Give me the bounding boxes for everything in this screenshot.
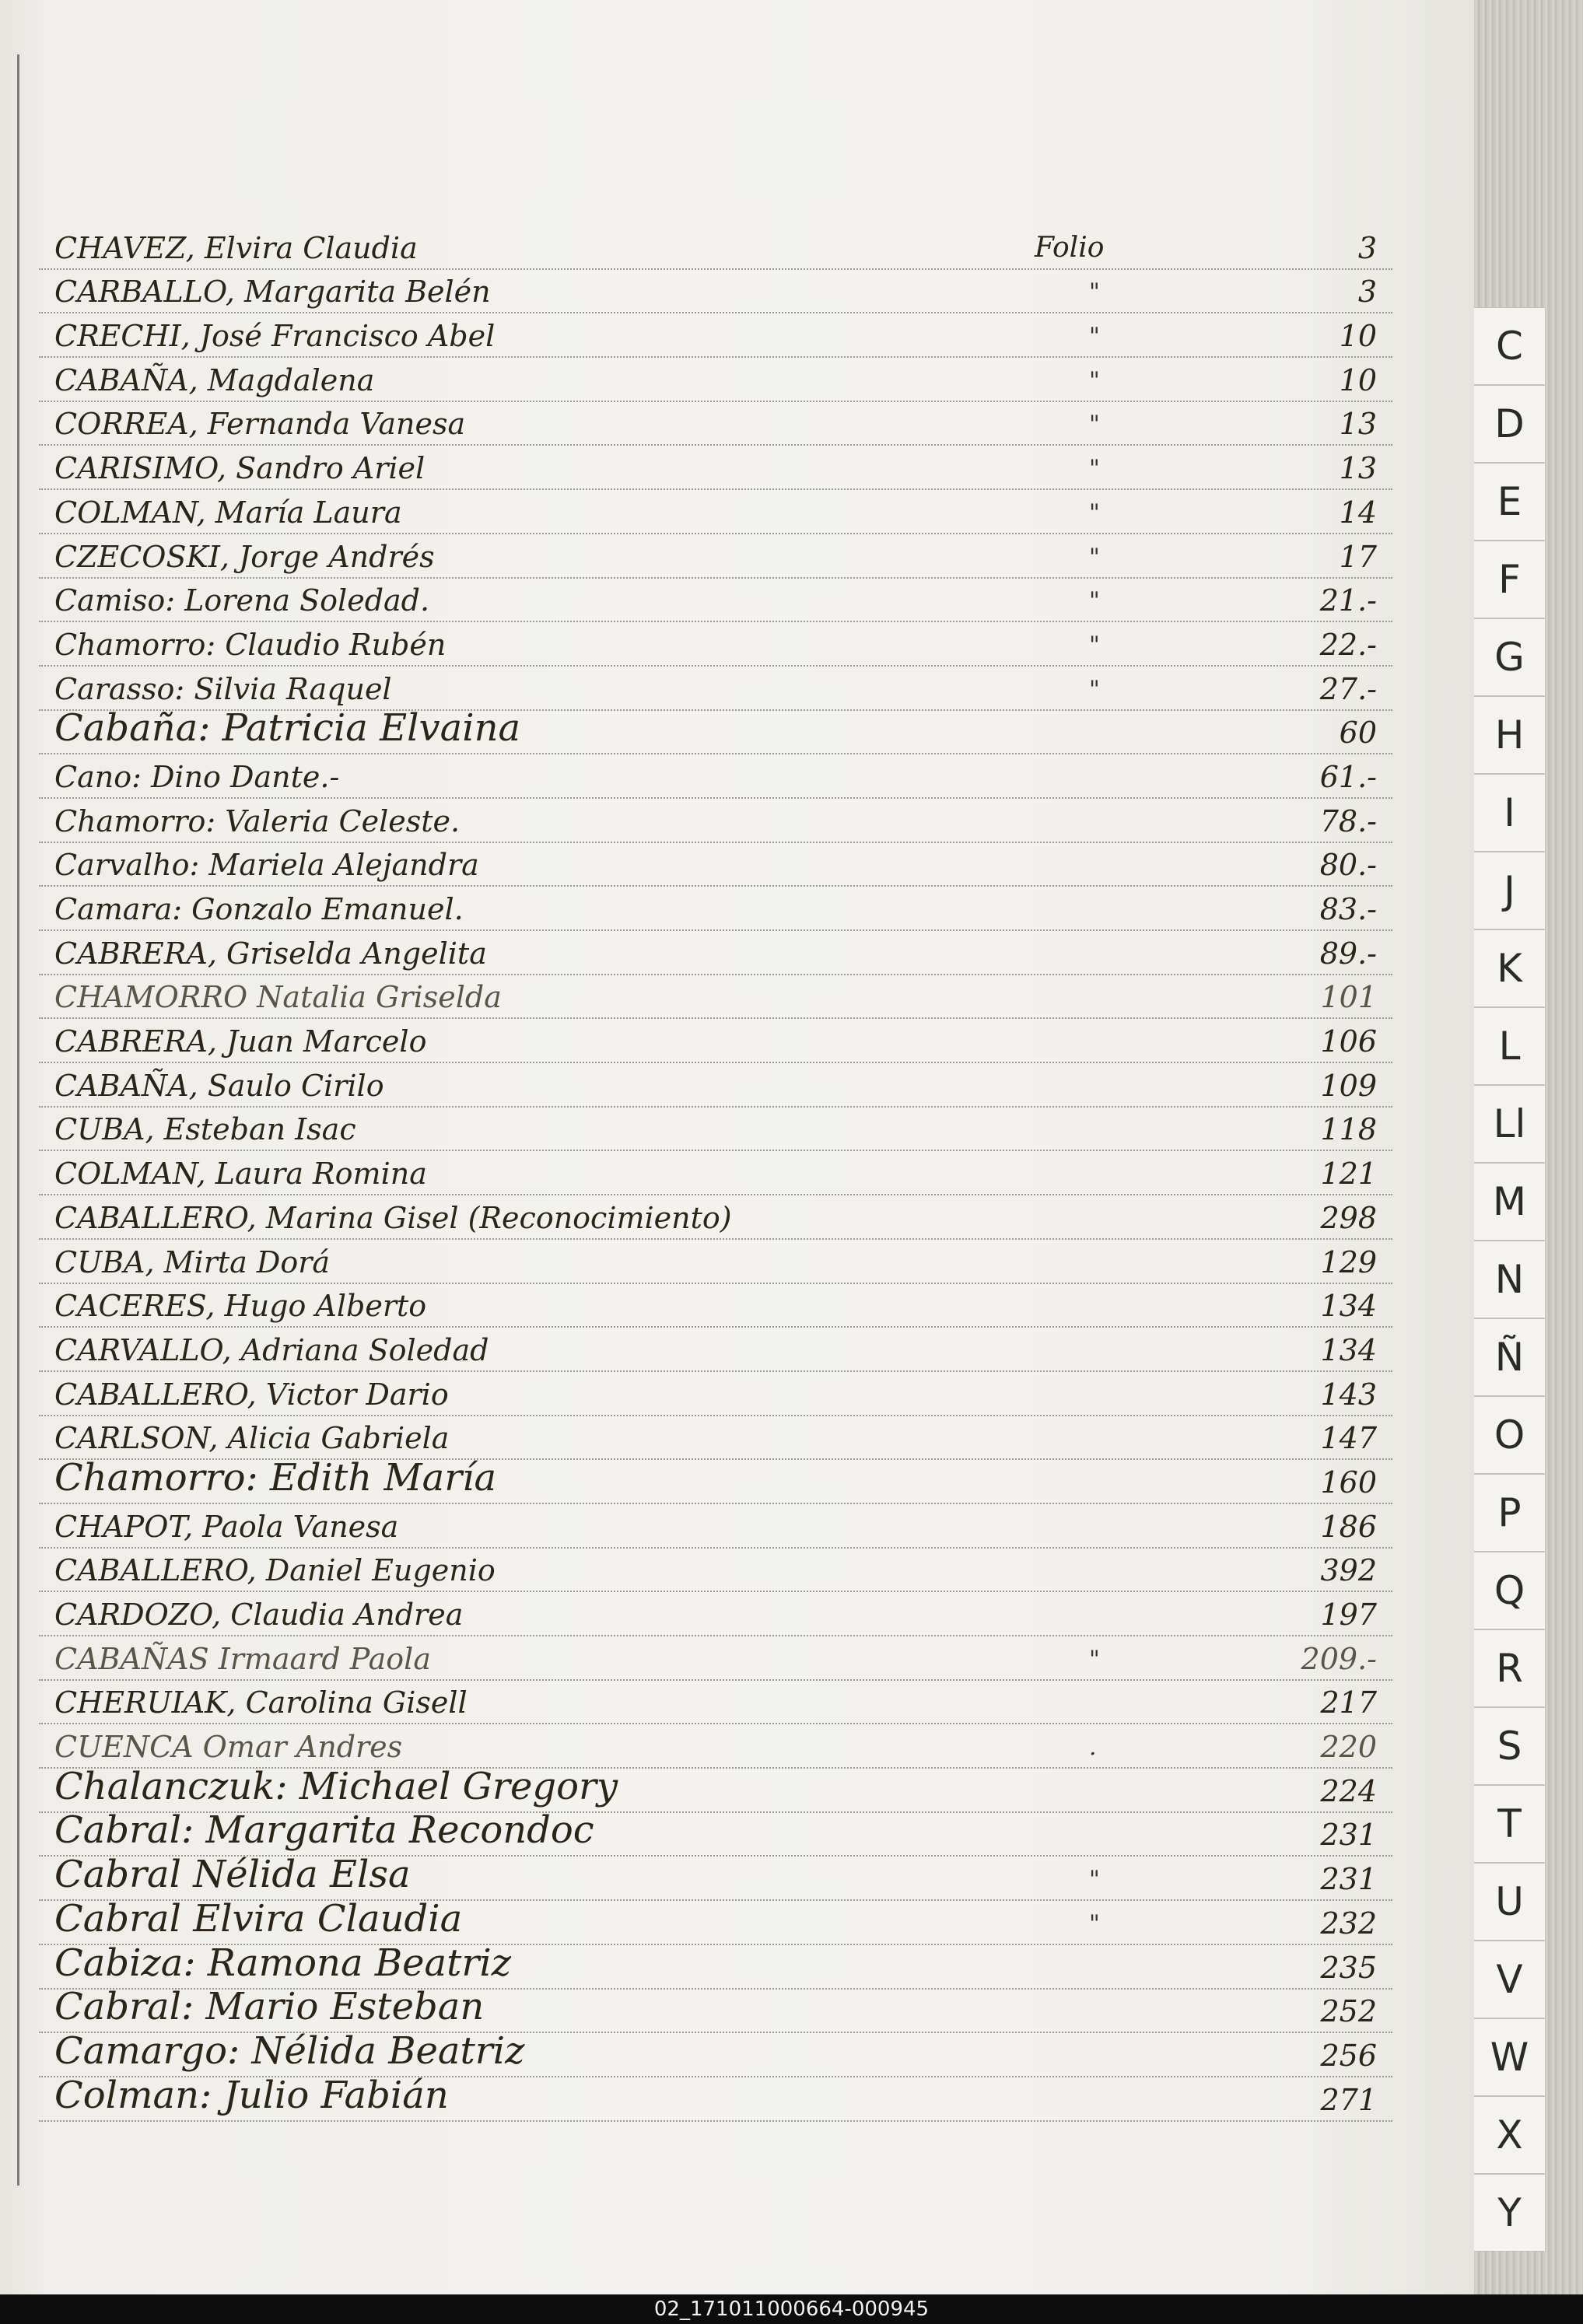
entry-name: Cabral: Margarita Recondoc <box>54 1808 594 1853</box>
index-tab[interactable]: Q <box>1474 1552 1546 1629</box>
ledger-row <box>39 843 1392 887</box>
ditto-mark: " <box>1089 675 1100 703</box>
entry-name: Carasso: Silvia Raquel <box>54 671 392 706</box>
entry-folio: 256 <box>1320 2038 1377 2073</box>
ledger-row <box>39 931 1392 975</box>
folio-column-header: Folio <box>1035 231 1105 264</box>
ledger-row <box>39 1195 1392 1240</box>
ledger-row <box>39 1416 1392 1461</box>
entry-name: Chamorro: Edith María <box>54 1455 497 1500</box>
entry-name: CABAÑA, Magdalena <box>54 362 375 397</box>
entry-name: Cano: Dino Dante.- <box>54 759 340 794</box>
index-tab[interactable]: S <box>1474 1707 1546 1785</box>
ledger-row <box>39 1592 1392 1636</box>
entry-name: CABRERA, Juan Marcelo <box>54 1024 427 1059</box>
ditto-mark: " <box>1089 631 1100 659</box>
index-tab[interactable]: H <box>1474 696 1546 774</box>
ditto-mark: " <box>1089 1866 1100 1894</box>
ledger-row <box>39 1063 1392 1108</box>
index-tab[interactable]: D <box>1474 385 1546 463</box>
ledger-row <box>39 754 1392 799</box>
ditto-mark: " <box>1089 278 1100 306</box>
entry-name: CUBA, Esteban Isac <box>54 1112 356 1147</box>
ledger-row <box>39 1504 1392 1549</box>
entry-name: CABAÑAS Irmaard Paola <box>54 1641 431 1676</box>
ditto-mark: " <box>1089 1645 1100 1673</box>
entry-folio: 10 <box>1339 319 1377 354</box>
entry-folio: 78.- <box>1319 803 1377 838</box>
ledger-row <box>39 1019 1392 1063</box>
index-tab[interactable]: L <box>1474 1007 1546 1085</box>
entry-folio: 83.- <box>1319 892 1377 926</box>
ledger-row <box>39 402 1392 446</box>
entry-folio: 220 <box>1320 1730 1377 1765</box>
ledger-row <box>39 1151 1392 1195</box>
entry-folio: 143 <box>1320 1377 1377 1412</box>
index-tab[interactable]: I <box>1474 774 1546 852</box>
entry-folio: 129 <box>1320 1244 1377 1279</box>
ledger-row <box>39 1240 1392 1284</box>
entry-folio: 21.- <box>1319 583 1377 618</box>
ledger-row <box>39 1108 1392 1152</box>
entry-folio: 14 <box>1339 495 1377 530</box>
ledger-row <box>39 1681 1392 1725</box>
entry-folio: 109 <box>1320 1068 1377 1103</box>
entry-folio: 197 <box>1320 1598 1377 1632</box>
entry-folio: 160 <box>1320 1465 1377 1500</box>
index-tab[interactable]: O <box>1474 1396 1546 1474</box>
ledger-row <box>39 799 1392 843</box>
entry-folio: 3 <box>1357 275 1377 310</box>
entry-name: CABALLERO, Daniel Eugenio <box>54 1553 496 1588</box>
ledger-row <box>39 2073 1392 2122</box>
ledger-row <box>39 270 1392 314</box>
entry-folio: 271 <box>1320 2082 1377 2117</box>
ledger-row <box>39 446 1392 490</box>
entry-name: Cabiza: Ramona Beatriz <box>54 1941 511 1985</box>
entry-name: CABALLERO, Victor Dario <box>54 1377 449 1412</box>
entry-name: CARLSON, Alicia Gabriela <box>54 1421 450 1456</box>
ledger-row <box>39 1372 1392 1416</box>
entry-name: CZECOSKI, Jorge Andrés <box>54 539 435 574</box>
entry-folio: 224 <box>1320 1773 1377 1808</box>
entry-folio: 392 <box>1320 1553 1377 1588</box>
ledger-row <box>39 1764 1392 1813</box>
entry-name: Cabaña: Patricia Elvaina <box>54 706 521 751</box>
entry-name: CARISIMO, Sandro Ariel <box>54 451 426 486</box>
ledger-row <box>39 975 1392 1020</box>
entry-folio: 22.- <box>1319 627 1377 662</box>
ledger-row <box>39 706 1392 755</box>
ledger-row <box>39 2028 1392 2077</box>
entry-name: CARDOZO, Claudia Andrea <box>54 1598 464 1632</box>
ledger-row <box>39 1985 1392 2034</box>
entry-name: CUENCA Omar Andres <box>54 1730 403 1765</box>
ledger-row <box>39 622 1392 667</box>
entry-name: CACERES, Hugo Alberto <box>54 1289 427 1324</box>
index-tab[interactable]: Y <box>1474 2174 1546 2252</box>
ditto-mark: " <box>1089 1909 1100 1937</box>
entry-folio: 106 <box>1320 1024 1377 1059</box>
index-tab[interactable]: G <box>1474 618 1546 696</box>
margin-line <box>17 54 19 2186</box>
index-tab[interactable]: W <box>1474 2018 1546 2096</box>
entry-folio: 118 <box>1320 1112 1377 1147</box>
index-tab[interactable]: T <box>1474 1785 1546 1863</box>
entry-name: Cabral: Mario Esteban <box>54 1985 485 2029</box>
entry-folio: 89.- <box>1319 936 1377 971</box>
entry-name: CABRERA, Griselda Angelita <box>54 936 487 971</box>
ditto-mark: " <box>1089 587 1100 615</box>
alphabet-index-tabs <box>1474 307 1552 2252</box>
ledger-row <box>39 490 1392 534</box>
entry-name: Cabral Elvira Claudia <box>54 1896 463 1941</box>
entry-name: CHAVEZ, Elvira Claudia <box>54 230 418 265</box>
entry-folio: 231 <box>1320 1862 1377 1897</box>
index-tab[interactable]: F <box>1474 541 1546 618</box>
entry-folio: 80.- <box>1319 848 1377 883</box>
ledger-row <box>39 579 1392 623</box>
index-tab[interactable]: Ñ <box>1474 1318 1546 1396</box>
ditto-mark: " <box>1089 366 1100 394</box>
entry-folio: 121 <box>1320 1157 1377 1192</box>
entry-name: Camiso: Lorena Soledad. <box>54 583 430 618</box>
ledger-row <box>39 313 1392 358</box>
index-tab[interactable]: X <box>1474 2096 1546 2174</box>
entry-folio: 13 <box>1339 451 1377 486</box>
index-tab[interactable]: V <box>1474 1941 1546 2018</box>
ledger-row <box>39 534 1392 579</box>
index-tab[interactable]: K <box>1474 929 1546 1007</box>
ditto-mark: " <box>1089 323 1100 351</box>
entry-folio: 217 <box>1320 1685 1377 1720</box>
ledger-row <box>39 1853 1392 1901</box>
index-tab[interactable]: N <box>1474 1241 1546 1318</box>
entry-folio: 13 <box>1339 407 1377 442</box>
ditto-mark: " <box>1089 455 1100 483</box>
entry-folio: 298 <box>1320 1200 1377 1235</box>
ditto-mark: " <box>1089 499 1100 527</box>
entry-name: CHERUIAK, Carolina Gisell <box>54 1685 468 1720</box>
entry-folio: 231 <box>1320 1818 1377 1853</box>
entry-folio: 134 <box>1320 1289 1377 1324</box>
ledger-row <box>39 1941 1392 1990</box>
index-tab[interactable]: C <box>1474 307 1546 385</box>
entry-folio: 101 <box>1320 980 1377 1015</box>
ledger-row <box>39 1896 1392 1945</box>
entry-name: Carvalho: Mariela Alejandra <box>54 848 479 883</box>
entry-folio: 232 <box>1320 1906 1377 1941</box>
entry-name: CHAMORRO Natalia Griselda <box>54 980 502 1015</box>
index-tab[interactable]: M <box>1474 1163 1546 1241</box>
entry-name: CUBA, Mirta Dorá <box>54 1244 331 1279</box>
entry-name: CHAPOT, Paola Vanesa <box>54 1509 399 1544</box>
entry-name: Chamorro: Claudio Rubén <box>54 627 447 662</box>
ledger-row <box>39 1724 1392 1769</box>
entry-name: Chamorro: Valeria Celeste. <box>54 803 461 838</box>
entry-folio: 61.- <box>1319 759 1377 794</box>
ditto-mark: " <box>1089 411 1100 439</box>
entry-folio: 186 <box>1320 1509 1377 1544</box>
entry-name: Colman: Julio Fabián <box>54 2073 449 2117</box>
ditto-mark: . <box>1089 1734 1097 1762</box>
entry-folio: 27.- <box>1319 671 1377 706</box>
ledger-row <box>39 1328 1392 1372</box>
entry-folio: 60 <box>1339 716 1377 751</box>
index-tab[interactable]: Ll <box>1474 1085 1546 1163</box>
entry-folio: 17 <box>1339 539 1377 574</box>
entry-name: CARBALLO, Margarita Belén <box>54 275 491 310</box>
entry-folio: 235 <box>1320 1950 1377 1985</box>
ledger-row <box>39 1808 1392 1857</box>
ditto-mark: " <box>1089 543 1100 571</box>
ledger-row <box>39 1284 1392 1328</box>
image-caption: 02_171011000664-000945 <box>0 2294 1583 2324</box>
entry-name: COLMAN, María Laura <box>54 495 402 530</box>
index-tab[interactable]: J <box>1474 852 1546 929</box>
ledger-list <box>39 226 1392 2122</box>
entry-folio: 209.- <box>1301 1641 1377 1676</box>
entry-name: COLMAN, Laura Romina <box>54 1157 427 1192</box>
ledger-row <box>39 1636 1392 1681</box>
entry-folio: 3 <box>1357 230 1377 265</box>
entry-folio: 147 <box>1320 1421 1377 1456</box>
ledger-row <box>39 226 1392 270</box>
entry-name: Chalanczuk: Michael Gregory <box>54 1764 618 1808</box>
entry-name: CORREA, Fernanda Vanesa <box>54 407 466 442</box>
ledger-row <box>39 667 1392 711</box>
ledger-row <box>39 1549 1392 1593</box>
entry-name: CABALLERO, Marina Gisel (Reconocimiento) <box>54 1200 732 1235</box>
ledger-row <box>39 1455 1392 1504</box>
ledger-row <box>39 887 1392 931</box>
entry-folio: 134 <box>1320 1332 1377 1367</box>
entry-name: CRECHI, José Francisco Abel <box>54 319 496 354</box>
entry-folio: 10 <box>1339 362 1377 397</box>
entry-folio: 252 <box>1320 1994 1377 2029</box>
index-tab[interactable]: R <box>1474 1629 1546 1707</box>
index-tab[interactable]: U <box>1474 1863 1546 1941</box>
entry-name: CARVALLO, Adriana Soledad <box>54 1332 489 1367</box>
ledger-row <box>39 358 1392 402</box>
index-tab[interactable]: E <box>1474 463 1546 541</box>
entry-name: Camara: Gonzalo Emanuel. <box>54 892 464 926</box>
entry-name: CABAÑA, Saulo Cirilo <box>54 1068 384 1103</box>
entry-name: Camargo: Nélida Beatriz <box>54 2028 525 2073</box>
entry-name: Cabral Nélida Elsa <box>54 1853 411 1897</box>
index-tab[interactable]: P <box>1474 1474 1546 1552</box>
